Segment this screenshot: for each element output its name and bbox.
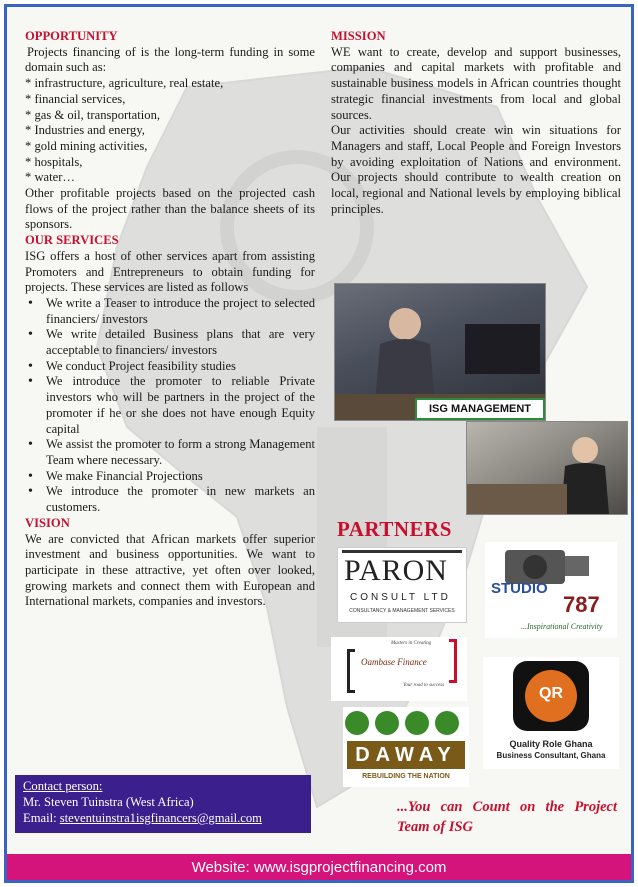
list-item: • We conduct Project feasibility studies [25, 359, 315, 375]
paron-subtitle: CONSULT LTD [350, 592, 451, 603]
footer-website[interactable]: Website: www.isgprojectfinancing.com [7, 854, 631, 880]
oambase-name: Oambase Finance [361, 657, 427, 667]
services-intro: ISG offers a host of other services apart from assisting Promoters and Entrepreneurs to obtain funding for projects. These services are listed as follows [25, 248, 315, 295]
daway-name: DAWAY [347, 741, 465, 769]
left-column [25, 29, 315, 610]
list-item: * financial services, [25, 91, 126, 106]
quality-role-ghana-logo [483, 657, 619, 769]
list-item: * Industries and energy, [25, 123, 145, 138]
vision-heading: VISION [25, 515, 70, 530]
list-item: • We make Financial Projections [25, 469, 315, 485]
studio-787-logo [485, 542, 617, 638]
slogan: ...You can Count on the Project Team of ISG [397, 799, 617, 835]
oambase-top-text: Masters in Creating [391, 641, 432, 646]
contact-label: Contact person: [23, 779, 103, 793]
qr-line-2: Business Consultant, Ghana [496, 751, 606, 760]
vision-text: We are convicted that African markets offer superior investment and business opportunities. We want to participate in these attractive, yet often over looked, growing markets and connect them with European and International markets, companies and investors. [25, 531, 315, 609]
list-item: * hospitals, [25, 154, 83, 169]
isg-management-label: ISG MANAGEMENT [415, 398, 545, 420]
opportunity-outro: Other profitable projects based on the projected cash flows of the project rather than the balance sheets of its sponsors. [25, 186, 315, 232]
mission-paragraph-1: WE want to create, develop and support businesses, companies and capital markets with profitable and sustainable business models in African countries thought strategic financial investments from local and global sources. [331, 44, 621, 122]
list-item: * gold mining activities, [25, 138, 148, 153]
oambase-finance-logo [331, 637, 467, 701]
contact-name: Mr. Steven Tuinstra (West Africa) [23, 795, 194, 809]
oambase-tagline: Your road to success [403, 683, 445, 688]
list-item: * water… [25, 170, 76, 185]
studio-name: STUDIO [491, 580, 548, 597]
email-label: Email: [23, 811, 60, 825]
mission-heading: MISSION [331, 29, 386, 43]
paron-logo [337, 547, 467, 623]
daway-tagline: REBUILDING THE NATION [362, 773, 450, 780]
brochure-page [4, 4, 634, 883]
opportunity-intro: Projects financing of is the long-term funding in some domain such as: [25, 44, 315, 75]
management-photo-2 [466, 421, 628, 515]
email-link[interactable]: steventuinstra1isgfinancers@gmail.com [59, 811, 262, 825]
right-column [331, 29, 621, 217]
contact-box [15, 775, 311, 833]
mission-paragraph-2: Our activities should create win win situations for Managers and staff, Local People and Foreign Investors by avoiding exploitation of Nations and environment. Our projects should contribute to wealth creation on local, regional and National levels by employing biblical principles. [331, 123, 621, 216]
daway-logo [343, 707, 469, 787]
opportunity-heading: OPPORTUNITY [25, 29, 118, 43]
qr-line-1: Quality Role Ghana [509, 739, 593, 749]
qr-mark: QR [539, 685, 563, 702]
paron-tagline: CONSULTANCY & MANAGEMENT SERVICES [349, 608, 455, 614]
services-list [25, 296, 315, 516]
opportunity-list [25, 76, 315, 186]
studio-number: 787 [563, 592, 600, 617]
list-item: * gas & oil, transportation, [25, 107, 161, 122]
list-item: • We write detailed Business plans that are very acceptable to financiers/ investors [25, 327, 315, 358]
services-heading: OUR SERVICES [25, 233, 119, 248]
list-item: • We assist the promoter to form a strong Management Team where necessary. [25, 437, 315, 468]
list-item: * infrastructure, agriculture, real estate, [25, 76, 224, 91]
studio-tagline: ...Inspirational Creativity [521, 622, 603, 631]
list-item: • We write a Teaser to introduce the project to selected financiers/ investors [25, 296, 315, 327]
list-item: • We introduce the promoter to reliable Private investors who will be partners in the project of the promoter if he or she does not have enough Equity capital [25, 374, 315, 437]
people-icons [343, 707, 469, 739]
person-at-desk-image [467, 422, 627, 514]
paron-name: PARON [344, 554, 448, 587]
partners-heading: PARTNERS [337, 517, 452, 541]
contact-email-line [23, 810, 303, 826]
list-item: • We introduce the promoter in new markets an customers. [25, 484, 315, 515]
